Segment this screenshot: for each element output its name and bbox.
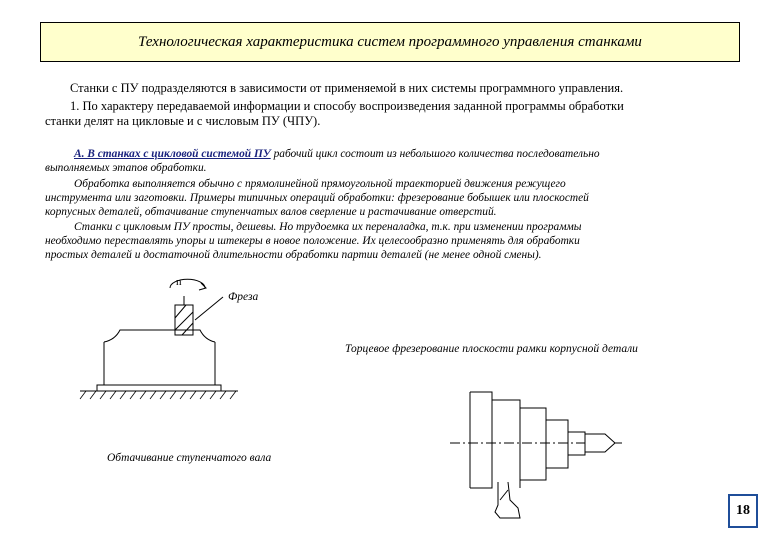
workpiece-body — [104, 342, 215, 385]
section-a-line-4: инструмента или заготовки. Примеры типичных операций обработки: фрезерование бобышек или плоскостей — [45, 192, 589, 204]
milling-caption: Торцевое фрезерование плоскости рамки корпусной детали — [345, 343, 638, 355]
section-a-line-1-rest: рабочий цикл состоит из небольшого количества последовательно — [270, 148, 600, 160]
tailstock-center — [585, 434, 615, 452]
section-a-line-2: выполняемых этапов обработки. — [45, 162, 207, 174]
intro-line-2: 1. По характеру передаваемой информации и способу воспроизведения заданной программы обработки — [70, 99, 624, 113]
section-a-line-6: Станки с цикловым ПУ просты, дешевы. Но трудоемка их переналадка, т.к. при изменении программы — [74, 221, 582, 233]
cutter-leader-line — [195, 297, 223, 320]
section-a-line-8: простых деталей и достаточной длительности обработки партии деталей (не менее одной смены). — [45, 249, 542, 261]
stepped-shaft — [520, 408, 585, 488]
page-title: Технологическая характеристика систем программного управления станками — [138, 33, 642, 50]
page-number: 18 — [736, 503, 750, 518]
ground-hatching — [80, 391, 236, 399]
cutting-tool — [495, 482, 520, 518]
section-a-line-7: необходимо переставлять упоры и штекеры в новое положение. Их целесообразно применять для обработки — [45, 235, 580, 247]
page-number-badge — [728, 494, 758, 528]
machine-table — [97, 385, 221, 391]
section-a-line-5: корпусных деталей, обтачивание ступенчатых валов сверление и растачивание отверстий. — [45, 206, 497, 218]
section-a-heading: А. В станках с цикловой системой ПУ — [74, 148, 271, 160]
intro-line-3: станки делят на цикловые и с числовым ПУ (ЧПУ). — [45, 114, 321, 128]
spindle-label: n — [176, 276, 182, 288]
rotation-arrowhead-icon — [199, 283, 206, 290]
turning-figure — [450, 392, 625, 518]
intro-line-1: Станки с ПУ подразделяются в зависимости от применяемой в них системы программного управления. — [70, 81, 624, 95]
section-a-line-3: Обработка выполняется обычно с прямолинейной прямоугольной траекторией движения режущего — [74, 178, 566, 190]
turning-caption: Обтачивание ступенчатого вала — [107, 452, 272, 464]
milling-figure — [80, 279, 238, 399]
cutter-label: Фреза — [228, 291, 259, 303]
